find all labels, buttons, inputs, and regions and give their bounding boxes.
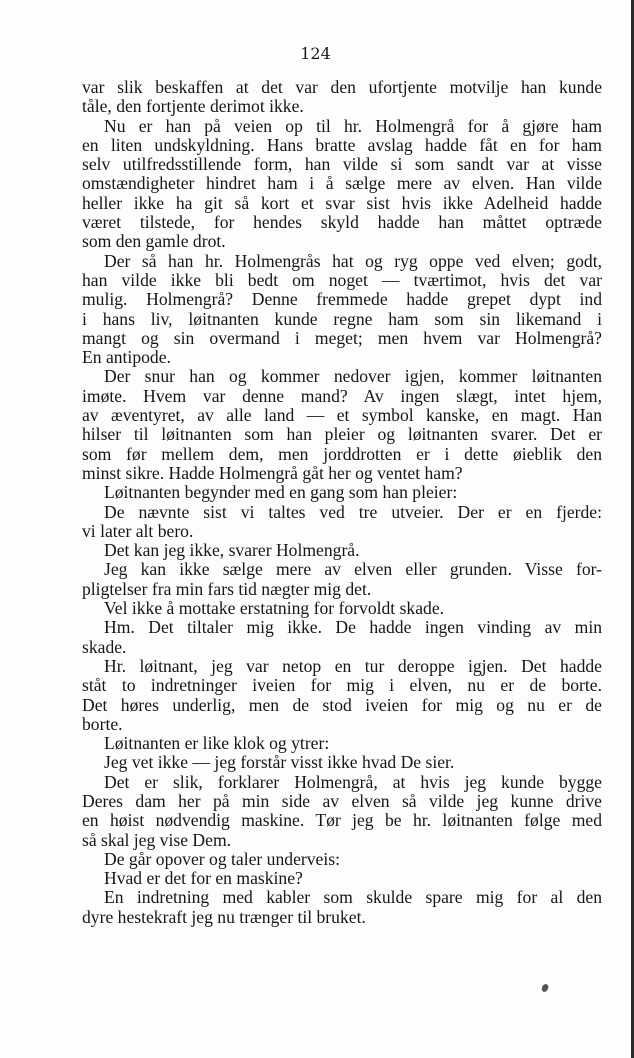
text-line: dyre hestekraft jeg nu trænger til bruket. xyxy=(82,906,366,927)
text-line: skade. xyxy=(82,636,127,657)
text-line: De går opover og taler underveis: xyxy=(104,848,340,869)
text-line: vi later alt bero. xyxy=(82,520,194,541)
text-line: Vel ikke å mottake erstatning for forvoldt skade. xyxy=(104,598,445,619)
text-line: en liten undskyldning. Hans bratte avslag hadde fåt en for ham xyxy=(82,134,602,155)
text-line: en høist nødvendig maskine. Tør jeg be hr. løitnanten følge med xyxy=(82,810,602,831)
text-line: mulig. Holmengrå? Denne fremmede hadde grepet dypt ind xyxy=(82,289,602,310)
text-line: De nævnte sist vi taltes ved tre utveier. Der er en fjerde: xyxy=(104,501,602,522)
ink-speck xyxy=(541,983,549,993)
body-text xyxy=(82,78,602,927)
text-line: av æventyret, av alle land — et symbol kanske, en magt. Han xyxy=(82,405,602,426)
text-line: tåle, den fortjente derimot ikke. xyxy=(82,96,304,117)
text-line: Nu er han på veien op til hr. Holmengrå for å gjøre ham xyxy=(104,115,602,136)
text-line: Jeg kan ikke sælge mere av elven eller grunden. Visse for- xyxy=(104,559,602,580)
text-line: Det høres underlig, men de stod iveien for mig og nu er de xyxy=(82,694,602,715)
text-line: imøte. Hvem var denne mand? Av ingen slægt, intet hjem, xyxy=(82,385,602,406)
text-line: han vilde ikke bli bedt om noget — tværtimot, hvis det var xyxy=(82,269,602,290)
text-line: Hvad er det for en maskine? xyxy=(104,868,303,889)
text-line: Det er slik, forklarer Holmengrå, at hvis jeg kunde bygge xyxy=(104,771,602,792)
text-line: Løitnanten er like klok og ytrer: xyxy=(104,733,330,754)
text-line: Jeg vet ikke — jeg forstår visst ikke hvad De sier. xyxy=(104,752,455,773)
text-line: ståt to indretninger iveien for mig i elven, nu er de borte. xyxy=(82,675,602,696)
text-line: En indretning med kabler som skulde spare mig for al den xyxy=(104,887,602,908)
text-line: omstændigheter hindret ham i å sælge mere av elven. Han vilde xyxy=(82,173,602,194)
text-line: selv utilfredsstillende form, han vilde si som sandt var at visse xyxy=(82,154,602,175)
text-line: Hm. Det tiltaler mig ikke. De hadde ingen vinding av min xyxy=(104,617,602,638)
text-line: hilser til løitnanten som han pleier og løitnanten svarer. Det er xyxy=(82,424,602,445)
text-line: Der så han hr. Holmengrås hat og ryg oppe ved elven; godt, xyxy=(104,250,602,271)
text-line: borte. xyxy=(82,713,123,734)
text-line: Hr. løitnant, jeg var netop en tur deroppe igjen. Det hadde xyxy=(104,655,602,676)
text-line: En antipode. xyxy=(82,347,171,368)
text-line: som den gamle drot. xyxy=(82,231,226,252)
text-line: mangt og sin overmand i meget; men hvem var Holmengrå? xyxy=(82,327,602,348)
text-line: Der snur han og kommer nedover igjen, kommer løitnanten xyxy=(104,366,602,387)
text-line: Deres dam her på min side av elven så vilde jeg kunne drive xyxy=(82,790,602,811)
text-line: heller ikke ha git så kort et svar sist hvis ikke Adelheid hadde xyxy=(82,192,602,213)
page-number: 124 xyxy=(300,44,331,63)
text-line: som før mellem dem, men jorddrotten er i dette øieblik den xyxy=(82,443,602,464)
text-line: været tilstede, for hendes skyld hadde han måttet optræde xyxy=(82,212,602,233)
text-line: var slik beskaffen at det var den ufortjente motvilje han kunde xyxy=(82,77,602,97)
text-line: så skal jeg vise Dem. xyxy=(82,829,232,850)
text-line: i hans liv, løitnanten kunde regne ham som sin likemand i xyxy=(82,308,602,329)
text-line: minst sikre. Hadde Holmengrå gåt her og ventet ham? xyxy=(82,462,463,483)
text-line: pligtelser fra min fars tid nægter mig det. xyxy=(82,578,372,599)
text-line: Det kan jeg ikke, svarer Holmengrå. xyxy=(104,540,360,561)
text-line: Løitnanten begynder med en gang som han pleier: xyxy=(104,482,458,503)
